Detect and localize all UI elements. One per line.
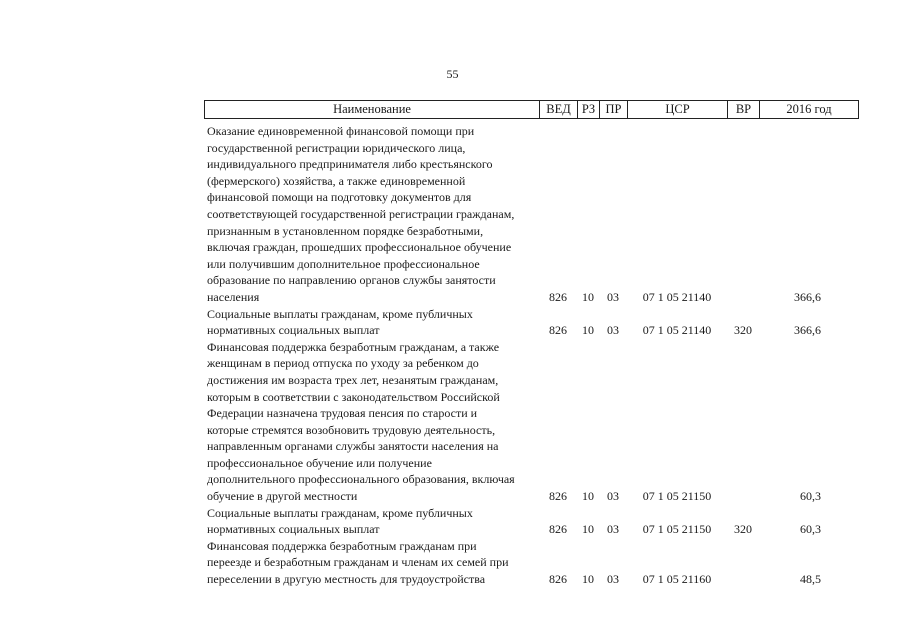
cell-amount: 366,6: [794, 289, 821, 304]
name-line: населения: [207, 289, 260, 304]
name-line: или получившим дополнительное профессиональное: [207, 256, 480, 271]
cell-csr: 07 1 05 21140: [642, 289, 712, 304]
cell-rz: 10: [582, 489, 594, 504]
name-line: которым в соответствии с законодательством Российской: [207, 389, 500, 404]
cell-pr: 03: [607, 522, 619, 537]
cell-rz: 10: [582, 572, 594, 587]
table-row: [207, 505, 857, 538]
header-vr: ВР: [728, 101, 760, 118]
name-line: государственной регистрации юридического лица,: [207, 140, 466, 155]
table-body: [207, 123, 857, 588]
name-line: направленным органами службы занятости населения на: [207, 439, 499, 454]
header-name: Наименование: [205, 101, 540, 118]
name-line: Социальные выплаты гражданам, кроме публичных: [207, 505, 473, 520]
cell-pr: 03: [607, 572, 619, 587]
table-row: [207, 306, 857, 339]
name-line: нормативных социальных выплат: [207, 522, 380, 537]
cell-ved: 826: [549, 323, 567, 338]
cell-ved: 826: [549, 489, 567, 504]
cell-pr: 03: [607, 323, 619, 338]
name-line: Социальные выплаты гражданам, кроме публичных: [207, 306, 473, 321]
name-line: переезде и безработным гражданам и членам их семей при: [207, 555, 509, 570]
name-line: (фермерского) хозяйства, а также единовременной: [207, 173, 466, 188]
header-rz: РЗ: [578, 101, 600, 118]
name-line: профессиональное обучение или получение: [207, 455, 432, 470]
cell-ved: 826: [549, 572, 567, 587]
name-line: образование по направлению органов службы занятости: [207, 273, 496, 288]
table-row: [207, 123, 857, 306]
cell-csr: 07 1 05 21160: [642, 572, 712, 587]
page-number: 55: [446, 67, 459, 81]
row-name: [207, 339, 539, 505]
name-line: Финансовая поддержка безработным гражданам, а также: [207, 339, 500, 354]
table-row: [207, 339, 857, 505]
cell-pr: 03: [607, 289, 619, 304]
row-name: [207, 538, 539, 588]
cell-rz: 10: [582, 522, 594, 537]
cell-amount: 60,3: [800, 522, 821, 537]
cell-amount: 60,3: [800, 489, 821, 504]
cell-amount: 48,5: [800, 572, 821, 587]
name-line: нормативных социальных выплат: [207, 323, 380, 338]
row-name: [207, 306, 539, 339]
cell-vr: 320: [734, 323, 752, 338]
name-line: включая граждан, прошедших профессиональное обучение: [207, 240, 512, 255]
name-line: обучение в другой местности: [207, 489, 358, 504]
cell-ved: 826: [549, 522, 567, 537]
row-name: [207, 505, 539, 538]
name-line: признанным в установленном порядке безработными,: [207, 223, 484, 238]
table-row: [207, 538, 857, 588]
cell-ved: 826: [549, 289, 567, 304]
name-line: Финансовая поддержка безработным гражданам при: [207, 538, 477, 553]
name-line: которые стремятся возобновить трудовую деятельность,: [207, 422, 496, 437]
name-line: достижения им возраста трех лет, незанятым гражданам,: [207, 372, 499, 387]
header-year: 2016 год: [786, 102, 832, 116]
cell-amount: 366,6: [794, 323, 821, 338]
header-ved: ВЕД: [540, 101, 578, 118]
cell-pr: 03: [607, 489, 619, 504]
name-line: соответствующей государственной регистрации гражданам,: [207, 206, 515, 221]
cell-csr: 07 1 05 21140: [642, 323, 712, 338]
name-line: женщинам в период отпуска по уходу за ребенком до: [207, 356, 479, 371]
name-line: индивидуального предпринимателя либо крестьянского: [207, 157, 493, 172]
name-line: переселении в другую местность для трудоустройства: [207, 572, 486, 587]
header-csr: ЦСР: [628, 101, 728, 118]
cell-rz: 10: [582, 289, 594, 304]
table-header: [204, 100, 859, 119]
row-name: [207, 123, 539, 306]
cell-rz: 10: [582, 323, 594, 338]
name-line: Оказание единовременной финансовой помощи при: [207, 124, 475, 138]
header-pr: ПР: [600, 101, 628, 118]
name-line: дополнительного профессионального образования, включая: [207, 472, 515, 487]
name-line: финансовой помощи на подготовку документов для: [207, 190, 472, 205]
cell-vr: 320: [734, 522, 752, 537]
cell-csr: 07 1 05 21150: [642, 522, 712, 537]
name-line: Федерации назначена трудовая пенсия по старости и: [207, 406, 478, 421]
cell-csr: 07 1 05 21150: [642, 489, 712, 504]
